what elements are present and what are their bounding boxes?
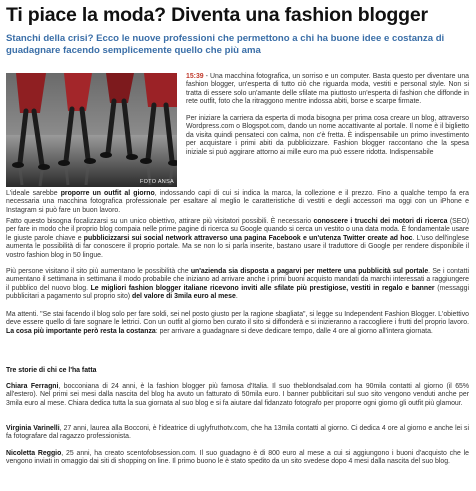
story-chiara: Chiara Ferragni, bocconiana di 24 anni, è la fashion blogger più famosa d'Italia. Il suo theblondsalad.com ha 90mila contatti al giorno (il 65% all'estero). Nel primi sei mesi dalla nascita del blog ha avuto un fatturato di 50mila euro. I banner pubblicitari sul suo sito vengono venduti anche per 3mila euro al mese. Chiara dedica tutta la sua giornata al suo blog e si fa aiutare dal fidanzato fotografo per proporre ogni giorno gli outfit più glamour. xyxy=(6,383,469,407)
paragraph-intro: 15:39 - Una macchina fotografica, un sorriso e un computer. Basta questo per diventare una fashion blogger, un'esperta di tutto ciò che riguarda moda, vestiti e personal style. Non si tratta di essere solo un'amante delle sfilate ma piuttosto un'esperta di fashion che diffonde in rete outfit, foto che la ritraggono mentre indossa abiti, borse e scarpe firmate. xyxy=(186,73,469,106)
article-title: Ti piace la moda? Diventa una fashion blogger xyxy=(6,4,428,26)
paragraph-seo: Fatto questo bisogna focalizzarsi su un unico obiettivo, attirare più visitatori possibili. È necessario conoscere i trucchi dei motori di ricerca (SEO) per fare in modo che il proprio blog compaia nelle prime pagine di ricerca su Google quando si cerca un vestito o una data moda. È fondamentale usare le giuste parole chiave e pubblicizzarsi sui social network attraverso una pagina Facebook e un'utenza Twitter create ad hoc. L'uso dell'inglese aumenta le possibilità di far conoscere il proprio portale. Ma se non lo si parla inserite, bastano usare il traduttore di Google per rendere disponibile il vostro fashion blog in 50 lingue. xyxy=(6,218,469,259)
section-title-stories: Tre storie di chi ce l'ha fatta xyxy=(6,367,97,374)
paragraph-start-blog: Per iniziare la carriera da esperta di moda bisogna per prima cosa creare un blog, attraverso Wordpress.com o Blogspot.com, dando un nome accattivante al portale. Il nome è il biglietto da visita quindi pensateci con calma, non c'è fretta. È indispensabile un primo investimento per acquistare i primi abiti da pubblicizzare. Fashion blogger raccontano che la spesa iniziale si può aggirare attorno ai mille euro ma può essere ridotta. Indispensabile xyxy=(186,115,469,156)
paragraph-advertising: Più persone visitano il sito più aumentano le possibilità che un'azienda sia disposta a pagarvi per mettere una pubblicità sul portale. Se i contatti aumentano il settimana in settimana il modo probabile che iniziano ad arrivare anche i primi buoni acquisto mandati da marchi interessati a raggiungere il pubblico del nuovo blog. Le migliori fashion blogger italiane ricevono inviti alle sfilate più prestigiose, vestiti in regalo e banner (messaggi pubblicitari a pagamento sul proprio sito) del valore di 3mila euro al mese. xyxy=(6,268,470,301)
paragraph-outfit: L'ideale sarebbe proporre un outfit al giorno, indossando capi di cui si indica la marca, la collezione e il prezzo. Fino a qualche tempo fa era necessaria una macchina fotografica professionale per esaltare al meglio le caratteristiche di vestiti e degli accessori ma oggi con un iPhone e Instagram si può fare un buon lavoro. xyxy=(6,190,470,214)
fashion-runway-image xyxy=(6,73,177,187)
timestamp: 15:39 xyxy=(186,73,204,80)
photo-credit: FOTO ANSA xyxy=(139,179,174,185)
paragraph-warning: Ma attenti. "Se stai facendo il blog solo per fare soldi, sei nel posto giusto per la ragione sbagliata", si legge su Independent Fashion Blogger. L'obiettivo deve essere quello di fare sognare le lettrici. Con un outfit al giorno ben curato il sito si diffonderà e si inizieranno a raccogliere i frutti del proprio lavoro. La cosa più importante però resta la costanza: per arrivare a guadagnare si deve dedicare tempo, dalle 4 ore al giorno all'intera giornata. xyxy=(6,311,469,335)
article-photo xyxy=(6,73,177,187)
story-nicoletta: Nicoletta Reggio, 25 anni, ha creato scentofobsession.com. Il suo guadagno è di 800 euro al mese a cui si aggiungono i buoni d'acquisto che le vengono inviati in omaggio dai siti di shopping on line. Il primo buono le è stato spedito da un sito svedese dopo 4 mesi dalla nascita del suo blog. xyxy=(6,450,469,466)
article-subtitle: Stanchi della crisi? Ecco le nuove professioni che permettono a chi ha buone idee e costanza di guadagnare facendo semplicemente quello che più ama xyxy=(6,33,445,56)
story-virginia: Virginia Varinelli, 27 anni, laurea alla Bocconi, è l'ideatrice di uglyfruthotv.com, che ha 13mila contatti al giorno. Ci dedica 4 ore al giorno e anche lei si fa fotografare dal ragazzo professionista. xyxy=(6,425,469,441)
article xyxy=(6,4,472,56)
